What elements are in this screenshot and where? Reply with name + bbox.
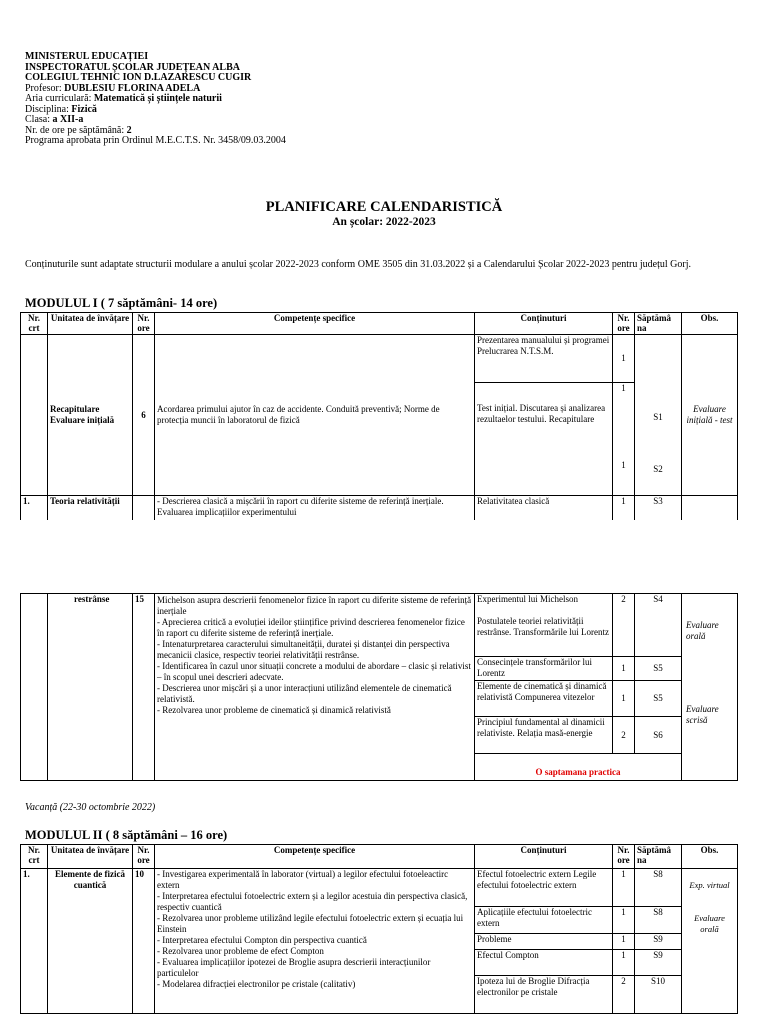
school-line: COLEGIUL TEHNIC ION D.LAZARESCU CUGIR bbox=[25, 72, 252, 83]
hours-cell: 6 bbox=[133, 335, 155, 496]
nrore-cell: 2 bbox=[613, 717, 635, 754]
content-cell: Relativitatea clasică bbox=[475, 496, 613, 520]
nrore-cell: 1 bbox=[613, 335, 635, 383]
module1-table-part1 bbox=[20, 312, 738, 520]
intro-paragraph: Conținuturile sunt adaptate structurii modulare a anului școlar 2022-2023 conform OME 3505 din 31.03.2022 și a Calendarului Școlar 2022-2023 pentru județul Gorj. bbox=[25, 259, 691, 270]
nrore-cell: 1 bbox=[613, 869, 635, 907]
nrore-cell: 1 bbox=[613, 657, 635, 681]
vacation-note: Vacanță (22-30 octombrie 2022) bbox=[25, 802, 156, 813]
unit-cell: Elemente de fizică cuantică bbox=[48, 869, 133, 1014]
content-cell: Test inițial. Discutarea și analizarea rezultaelor testului. Recapitulare bbox=[475, 382, 613, 495]
program-line: Programa aprobata prin Ordinul M.E.C.T.S. Nr. 3458/09.03.2004 bbox=[25, 135, 286, 146]
obs-cell: Evaluare inițială - test bbox=[682, 335, 738, 496]
week-cell: S10 bbox=[635, 976, 682, 1014]
nr-cell: 1. bbox=[21, 496, 48, 520]
module1-title: MODULUL I ( 7 săptămâni- 14 ore) bbox=[25, 296, 218, 310]
table-row bbox=[21, 496, 738, 520]
table-row bbox=[21, 869, 738, 907]
col-week: Săptămâ na bbox=[635, 845, 682, 869]
col-nrore: Nr. ore bbox=[613, 845, 635, 869]
nrore-cell: 1 bbox=[613, 907, 635, 934]
header-row bbox=[21, 845, 738, 869]
col-content: Conținuturi bbox=[475, 845, 613, 869]
col-skills: Competențe specifice bbox=[155, 845, 475, 869]
header-row bbox=[21, 313, 738, 335]
content-cell: Consecințele transformărilor lui Lorentz bbox=[475, 657, 613, 681]
nrore-cell: 1 bbox=[613, 934, 635, 950]
obs-cell: Exp. virtual Evaluare orală bbox=[682, 869, 738, 1014]
content-cell: Prezentarea manualului și programei Prelucrarea N.T.S.M. bbox=[475, 335, 613, 383]
skills-cell: Michelson asupra descrierii fenomenelor fizice în raport cu diferite sisteme de referință inerțiale - Aprecierea critică a evoluției ideilor științifice privind descrierea fenomenelor fizice în raport cu diferite sisteme de referință inerțiale. - Intenaturpretarea caracterului simultaneității, duratei și distanței din perspectiva mecanicii clasice, respectiv teoriei relativității restrânse. - Identificarea în cazul unor situații concrete a modului de abordare – clasic și relativist – în scopul unei descrieri adecvate. - Descrierea unor mișcări și a unor interacțiuni utilizând elementele de cinematică relativistă. - Rezolvarea unor probleme de cinematică și dinamică relativistă bbox=[155, 594, 475, 781]
content-cell: Efectul Compton bbox=[475, 950, 613, 976]
table-row bbox=[21, 335, 738, 383]
col-unit: Unitatea de învățare bbox=[48, 313, 133, 335]
col-nr: Nr. crt bbox=[21, 845, 48, 869]
module1-table-part2 bbox=[20, 593, 738, 781]
skills-cell: - Investigarea experimentală în laborator (virtual) a legilor efectului fotoeleactirc extern - Interpretarea efectului fotoelectric extern și a legilor acestuia din perspectiva clasică, respectiv cuantică - Rezolvarea unor probleme utilizând legile efectului fotoelectric extern și ecuația lui Einstein - Interpretarea efectului Compton din perspectiva cuantică - Rezolvarea unor probleme de efect Compton - Evaluarea implicațiilor ipotezei de Broglie asupra descrierii interacțiunilor particulelor - Modelarea difracției electronilor pe cristale (calitativ) bbox=[155, 869, 475, 1014]
skills-cell: Acordarea primului ajutor în caz de accidente. Conduită preventivă; Norme de protecția muncii în laboratorul de fizică bbox=[155, 335, 475, 496]
nrore-cell: 2 bbox=[613, 976, 635, 1014]
page-subtitle: An școlar: 2022-2023 bbox=[332, 216, 436, 228]
content-cell: Elemente de cinematică și dinamică relativistă Compunerea vitezelor bbox=[475, 681, 613, 717]
hours-line: Nr. de ore pe săptămână: 2 bbox=[25, 124, 132, 136]
col-content: Conținuturi bbox=[475, 313, 613, 335]
col-obs: Obs. bbox=[682, 313, 738, 335]
class-line: Clasa: a XII-a bbox=[25, 114, 84, 125]
week-cell: S8 bbox=[635, 907, 682, 934]
content-cell: Ipoteza lui de Broglie Difracția electronilor pe cristale bbox=[475, 976, 613, 1014]
col-obs: Obs. bbox=[682, 845, 738, 869]
content-cell: Efectul fotoelectric extern Legile efectului fotoelectric extern bbox=[475, 869, 613, 907]
nr-cell: 1. bbox=[21, 869, 48, 1014]
nrore-cell: 1 1 bbox=[613, 382, 635, 495]
page-title: PLANIFICARE CALENDARISTICĂ bbox=[265, 199, 503, 215]
professor-line: Profesor: DUBLESIU FLORINA ADELA bbox=[25, 82, 201, 94]
week-cell: S5 bbox=[635, 681, 682, 717]
content-cell: Principiul fundamental al dinamicii relativiste. Relația masă-energie bbox=[475, 717, 613, 754]
week-cell: S3 bbox=[635, 496, 682, 520]
col-week: Săptămâ na bbox=[635, 313, 682, 335]
unit-cell: Recapitulare Evaluare inițială bbox=[48, 335, 133, 496]
skills-cell: - Descrierea clasică a mișcării în raport cu diferite sisteme de referință inerțiale. Evaluarea implicațiilor experimentului bbox=[155, 496, 475, 520]
table-row bbox=[21, 594, 738, 657]
module2-title: MODULUL II ( 8 săptămâni – 16 ore) bbox=[25, 828, 228, 842]
col-hours: Nr. ore bbox=[133, 313, 155, 335]
module2-table bbox=[20, 844, 738, 1014]
week-cell: S9 bbox=[635, 950, 682, 976]
week-cell: S6 bbox=[635, 717, 682, 754]
unit-cell: restrânse bbox=[48, 594, 133, 781]
col-skills: Competențe specifice bbox=[155, 313, 475, 335]
discipline-line: Disciplina: Fizică bbox=[25, 103, 97, 115]
col-hours: Nr. ore bbox=[133, 845, 155, 869]
content-cell: Experimentul lui Michelson Postulatele teoriei relativității restrânse. Transformările lui Lorentz bbox=[475, 594, 613, 657]
col-unit: Unitatea de învățare bbox=[48, 845, 133, 869]
hours-cell: 10 bbox=[133, 869, 155, 1014]
col-nrore: Nr. ore bbox=[613, 313, 635, 335]
week-cell: S1 S2 bbox=[635, 335, 682, 496]
unit-cell: Teoria relativității bbox=[48, 496, 133, 520]
nrore-cell: 1 bbox=[613, 681, 635, 717]
practice-week-note: O saptamana practica bbox=[475, 754, 682, 781]
content-cell: Aplicațiile efectului fotoelectric extern bbox=[475, 907, 613, 934]
nrore-cell: 1 bbox=[613, 950, 635, 976]
col-nr: Nr. crt bbox=[21, 313, 48, 335]
area-line: Aria curriculară: Matematică și științele naturii bbox=[25, 93, 222, 104]
week-cell: S9 bbox=[635, 934, 682, 950]
ministry-line: MINISTERUL EDUCAȚIEI bbox=[25, 51, 149, 62]
obs-cell: Evaluare orală Evaluare scrisă bbox=[682, 594, 738, 781]
content-cell: Probleme bbox=[475, 934, 613, 950]
document-header bbox=[25, 52, 286, 147]
week-cell: S4 bbox=[635, 594, 682, 657]
week-cell: S8 bbox=[635, 869, 682, 907]
inspectorate-line: INSPECTORATUL ȘCOLAR JUDEȚEAN ALBA bbox=[25, 61, 240, 73]
week-cell: S5 bbox=[635, 657, 682, 681]
hours-cell: 15 bbox=[133, 594, 155, 781]
nrore-cell: 1 bbox=[613, 496, 635, 520]
nrore-cell: 2 bbox=[613, 594, 635, 657]
